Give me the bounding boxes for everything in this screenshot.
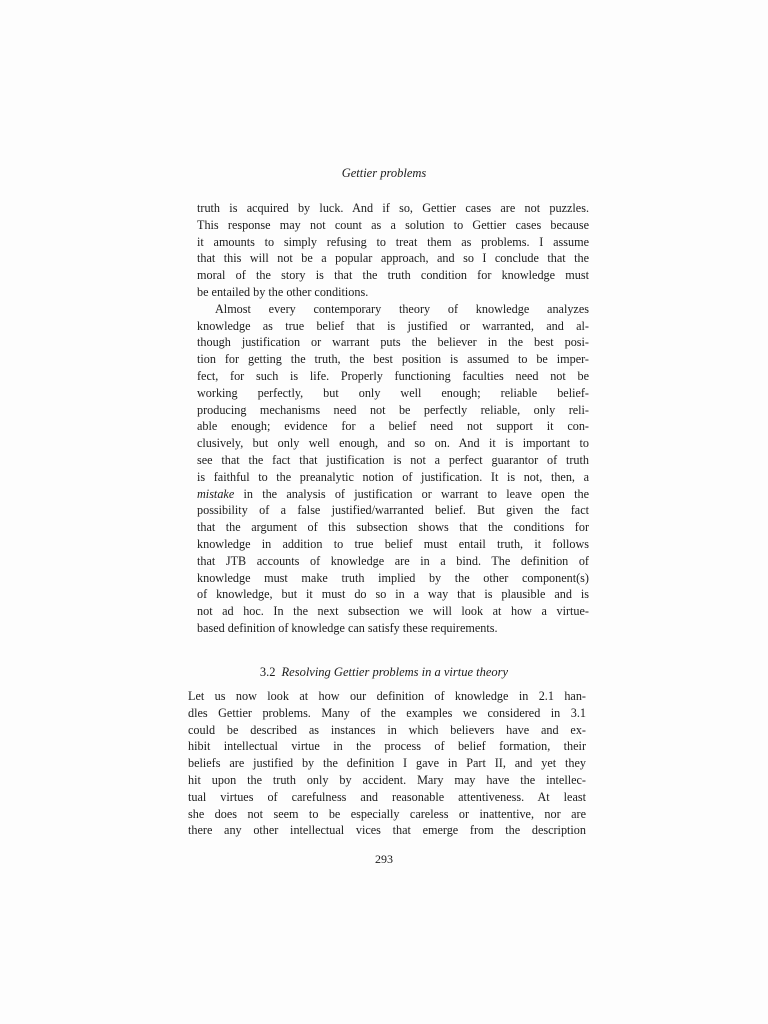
text-line: dles Gettier problems. Many of the examples we considered in 3.1 [188, 705, 586, 720]
text-line: moral of the story is that the truth condition for knowledge must [197, 268, 589, 283]
text-line: tion for getting the truth, the best position is assumed to be imper- [197, 352, 589, 367]
text-line: could be described as instances in which believers have and ex- [188, 722, 586, 737]
text-line: there any other intellectual vices that emerge from the description [188, 823, 586, 838]
line-remainder: in the analysis of justification or warrant to leave open the [234, 486, 589, 501]
text-line: be entailed by the other conditions. [197, 284, 369, 299]
text-line: it amounts to simply refusing to treat them as problems. I assume [197, 234, 589, 249]
text-line: beliefs are justified by the definition I gave in Part II, and yet they [188, 756, 586, 771]
text-line: hit upon the truth only by accident. Mary may have the intellec- [188, 772, 586, 787]
italic-word: mistake [197, 486, 235, 501]
text-line: This response may not count as a solution to Gettier cases because [197, 217, 589, 232]
text-line: hibit intellectual virtue in the process of belief formation, their [188, 739, 586, 754]
text-line: though justification or warrant puts the believer in the best posi- [197, 335, 589, 350]
text-line-with-italic [197, 486, 589, 503]
text-line: working perfectly, but only well enough; reliable belief- [197, 385, 589, 400]
text-line: knowledge in addition to true belief must entail truth, it follows [197, 536, 589, 551]
running-head: Gettier problems [341, 166, 427, 180]
section-heading [0, 665, 768, 680]
text-line: knowledge as true belief that is justified or warranted, and al- [197, 318, 589, 333]
text-line: is faithful to the preanalytic notion of justification. It is not, then, a [197, 469, 589, 484]
text-line: that JTB accounts of knowledge are in a bind. The definition of [197, 553, 589, 568]
text-line: of knowledge, but it must do so in a way that is plausible and is [197, 587, 589, 602]
text-line: possibility of a false justified/warranted belief. But given the fact [197, 503, 589, 518]
text-line: based definition of knowledge can satisfy these requirements. [197, 620, 498, 635]
section-number: 3.2 [259, 665, 276, 679]
text-line: able enough; evidence for a belief need not support it con- [197, 419, 589, 434]
text-line: truth is acquired by luck. And if so, Gettier cases are not puzzles. [197, 201, 589, 215]
text-line: that this will not be a popular approach, and so I conclude that the [197, 251, 589, 266]
lower-text-block [188, 688, 586, 839]
text-line: Let us now look at how our definition of knowledge in 2.1 han- [188, 689, 586, 703]
text-line: that the argument of this subsection shows that the conditions for [197, 520, 589, 535]
text-line: clusively, but only well enough, and so on. And it is important to [197, 436, 589, 451]
text-line: tual virtues of carefulness and reasonable attentiveness. At least [188, 789, 586, 804]
text-line: see that the fact that justification is not a perfect guarantor of truth [197, 452, 589, 467]
text-line: producing mechanisms need not be perfectly reliable, only reli- [197, 402, 589, 417]
text-line: not ad hoc. In the next subsection we will look at how a virtue- [197, 604, 589, 619]
upper-text-block [197, 200, 589, 637]
text-line: fect, for such is life. Properly functioning faculties need not be [197, 368, 589, 383]
text-line: knowledge must make truth implied by the other component(s) [197, 570, 589, 585]
section-title: Resolving Gettier problems in a virtue theory [281, 665, 509, 679]
text-line: she does not seem to be especially careless or inattentive, nor are [188, 806, 586, 821]
page-number: 293 [375, 852, 393, 866]
text-line: Almost every contemporary theory of knowledge analyzes [215, 301, 589, 316]
